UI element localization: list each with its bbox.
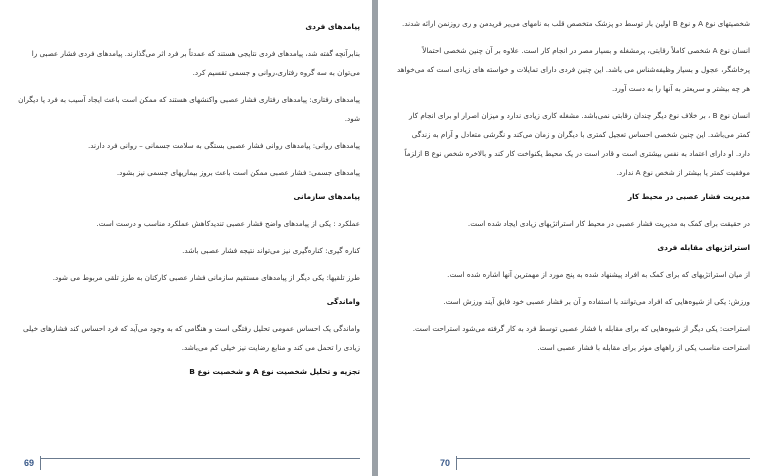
paragraph: انسان نوع B ، بر خلاف نوع دیگر چندان رقابتی نمی‌باشد. مشغله کاری زیادی ندارد و میزان اصرار او برای انجام کار کمتر می‌باشد. این چنین شخصی احساس تعجیل کمتری با دیگران و زمان می‌کند و نگرشی متعادل و آرام به زندگی دارد. او دارای اعتماد به نفس بیشتری است و قادر است در یک محیط یکنواخت کار کند و بالاخره شخص نوع B ازلزماً موفقیت کمتر یا بیشتر از شخص نوع A ندارد.: [404, 111, 750, 177]
paragraph: شخصیتهای نوع A و نوع B اولین بار توسط دو پزشک متخصص قلب به نامهای می‌یر فریدمن و ری روزنمن ارائه شدند.: [402, 19, 750, 28]
paragraph: پیامدهای رفتاری: پیامدهای رفتاری فشار عصبی واکنشهای هستند که ممکن است باعث ایجاد آسیب به فرد یا دیگران شود.: [18, 95, 360, 123]
paragraph: ورزش: یکی از شیوه‌هایی که افراد می‌توانند با استفاده و آن بر فشار عصبی خود فایق آیند ورزش است.: [443, 297, 750, 306]
page-number: 69: [18, 456, 41, 470]
left-page: [0, 0, 372, 476]
section-heading: مدیریت فشار عصبی در محیط کار: [627, 192, 750, 201]
paragraph: انسان نوع A شخصی کاملاً رقابتی، پرمشغله و بسیار مصر در انجام کار است. علاوه بر آن چنین شخصی احتمالاً پرخاشگر، عجول و بسیار وظیفه‌شناس می باشد. این چنین فردی دارای تمایلات و خواسته های زیادی است که می‌خواهد هر چه بیشتر و سریعتر به آنها را به دست آورد.: [396, 46, 750, 93]
section-heading: تجزیه و تحلیل شخصیت نوع A و شخصیت نوع B: [189, 367, 360, 376]
left-page-content: [8, 20, 360, 379]
paragraph: بنابرآنچه گفته شد، پیامدهای فردی نتایجی هستند که عمدتاً بر فرد اثر می‌گذارند. پیامدهای فردی فشار عصبی را می‌توان به سه گروه رفتاری،روانی و جسمی تقسیم کرد.: [31, 49, 360, 77]
page-number: 70: [434, 456, 457, 470]
paragraph: در حقیقت برای کمک به مدیریت فشار عصبی در محیط کار استراتژیهای زیادی ایجاد شده است.: [467, 219, 750, 228]
footer-rule: [456, 458, 750, 459]
paragraph: پیامدهای روانی: پیامدهای روانی فشار عصبی بستگی به سلامت جسمانی – روانی فرد دارند.: [87, 141, 360, 150]
paragraph: استراحت: یکی دیگر از شیوه‌هایی که برای مقابله با فشار عصبی توسط فرد به کار گرفته می‌شود استراحت است. استراحت مناسب یکی از راههای موثر برای مقابله با فشار عصبی است.: [412, 324, 750, 352]
page-footer: [0, 456, 372, 472]
right-page: [378, 0, 768, 476]
right-page-content: [396, 14, 750, 357]
page-footer: [378, 456, 768, 472]
section-heading: واماندگی: [326, 297, 360, 306]
section-heading: پیامدهای فردی: [305, 22, 360, 31]
paragraph: واماندگی یک احساس عمومی تحلیل رفتگی است و هنگامی که به وجود می‌آید که فرد احساس کند فشارهای خیلی زیادی را تحمل می کند و منابع رضایت نیز خیلی کم می‌باشد.: [23, 324, 360, 352]
paragraph: عملکرد : یکی از پیامدهای واضح فشار عصبی تندیدکاهش عملکرد مناسب و درست است.: [96, 219, 360, 228]
paragraph: پیامدهای جسمی: فشار عصبی ممکن است باعث بروز بیماریهای جسمی نیز بشود.: [116, 168, 360, 177]
section-heading: پیامدهای سازمانی: [293, 192, 360, 201]
footer-rule: [40, 458, 360, 459]
paragraph: طرز تلقیها: یکی دیگر از پیامدهای مستقیم سازمانی فشار عصبی کارکنان به طرز تلقی مربوط می شود.: [52, 273, 360, 282]
paragraph: کناره گیری: کناره‌گیری نیز می‌تواند نتیجه فشار عصبی باشد.: [182, 246, 360, 255]
section-heading: استراتژیهای مقابله فردی: [657, 243, 750, 252]
paragraph: از میان استراتژیهای که برای کمک به افراد پیشنهاد شده به پنج مورد از مهمترین آنها اشاره شده است.: [447, 270, 750, 279]
